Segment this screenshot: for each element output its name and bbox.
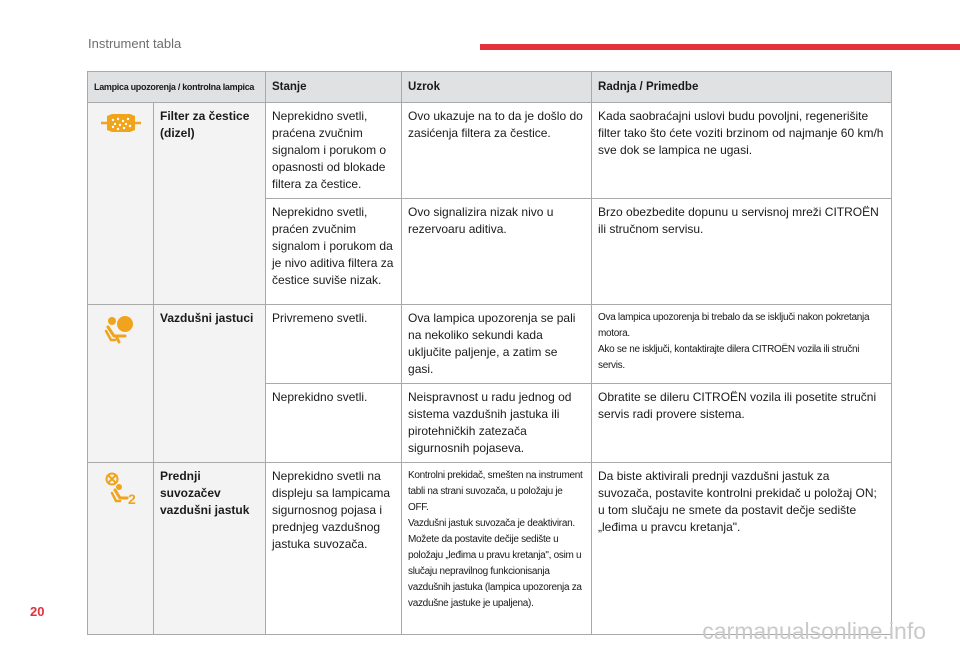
action-cell: Obratite se dileru CITROËN vozila ili posetite stručni servis radi provere sistema. [592,384,892,463]
table-row [88,305,892,384]
cause-cell: Ovo signalizira nizak nivo u rezervoaru aditiva. [402,199,592,305]
lamp-name-particle-filter: Filter za čestice (dizel) [154,103,266,305]
cause-cell [402,463,592,635]
column-header-state: Stanje [266,72,402,103]
column-header-cause: Uzrok [402,72,592,103]
svg-text:2: 2 [127,491,136,506]
action-cell: Brzo obezbedite dopunu u servisnoj mreži CITROËN ili stručnom servisu. [592,199,892,305]
particle-filter-icon [99,112,143,139]
column-header-lamp: Lampica upozorenja / kontrolna lampica [88,72,266,103]
table-row [88,103,892,199]
page-number: 20 [30,604,45,619]
action-cell [592,305,892,384]
column-header-action: Radnja / Primedbe [592,72,892,103]
page-header-title: Instrument tabla [88,36,182,51]
airbag-icon [103,314,139,349]
table-header-row [88,72,892,103]
cause-line: Vazdušni jastuk suvozača je deaktiviran. Možete da postavite dečije sedište u položaju „leđima u pravu kretanja", osim u slučaju nepravilnog funkcionisanja vazdušnih jastuka (lampica upozorenja za vazdušne jastuke je upaljena). [408,518,582,609]
table-row [88,463,892,635]
state-cell: Neprekidno svetli, praćena zvučnim signalom i porukom o opasnosti od blokade filtera za čestice. [266,103,402,199]
lamp-icon-cell [88,305,154,463]
action-cell: Kada saobraćajni uslovi budu povoljni, regenerišite filter tako što ćete voziti brzinom od najmanje 60 km/h sve dok se lampica ne ugasi. [592,103,892,199]
warning-lamps-table [87,71,892,635]
state-cell: Neprekidno svetli, praćen zvučnim signalom i porukom da je nivo aditiva filtera za čestice suviše nizak. [266,199,402,305]
state-cell: Privremeno svetli. [266,305,402,384]
lamp-name-airbags: Vazdušni jastuci [154,305,266,463]
lamp-icon-cell [88,103,154,305]
watermark: carmanualsonline.info [702,618,926,644]
action-line: Ova lampica upozorenja bi trebalo da se isključi nakon pokretanja motora. [598,312,870,339]
lamp-icon-cell [88,463,154,635]
cause-cell: Neispravnost u radu jednog od sistema vazdušnih jastuka ili pirotehničkih zatezača sigurnosnih pojaseva. [402,384,592,463]
cause-line: Kontrolni prekidač, smešten na instrument tabli na strani suvozača, u položaju je OFF. [408,470,583,513]
action-cell: Da biste aktivirali prednji vazdušni jastuk za suvozača, postavite kontrolni prekidač u položaj ON; u tom slučaju ne smete da postavit dečje sedište „leđima u pravcu kretanja". [592,463,892,635]
state-cell: Neprekidno svetli na displeju sa lampicama sigurnosnog pojasa i prednjeg vazdušnog jastuka suvozača. [266,463,402,635]
cause-cell: Ova lampica upozorenja se pali na nekoliko sekundi kada uključite paljenje, a zatim se gasi. [402,305,592,384]
header-accent-bar [480,44,960,50]
state-cell: Neprekidno svetli. [266,384,402,463]
cause-cell: Ovo ukazuje na to da je došlo do zasićenja filtera za čestice. [402,103,592,199]
lamp-name-passenger-airbag: Prednji suvozačev vazdušni jastuk [154,463,266,635]
passenger-airbag-off-icon [103,472,139,511]
action-line: Ako se ne isključi, kontaktirajte dilera CITROËN vozila ili stručni servis. [598,344,860,371]
